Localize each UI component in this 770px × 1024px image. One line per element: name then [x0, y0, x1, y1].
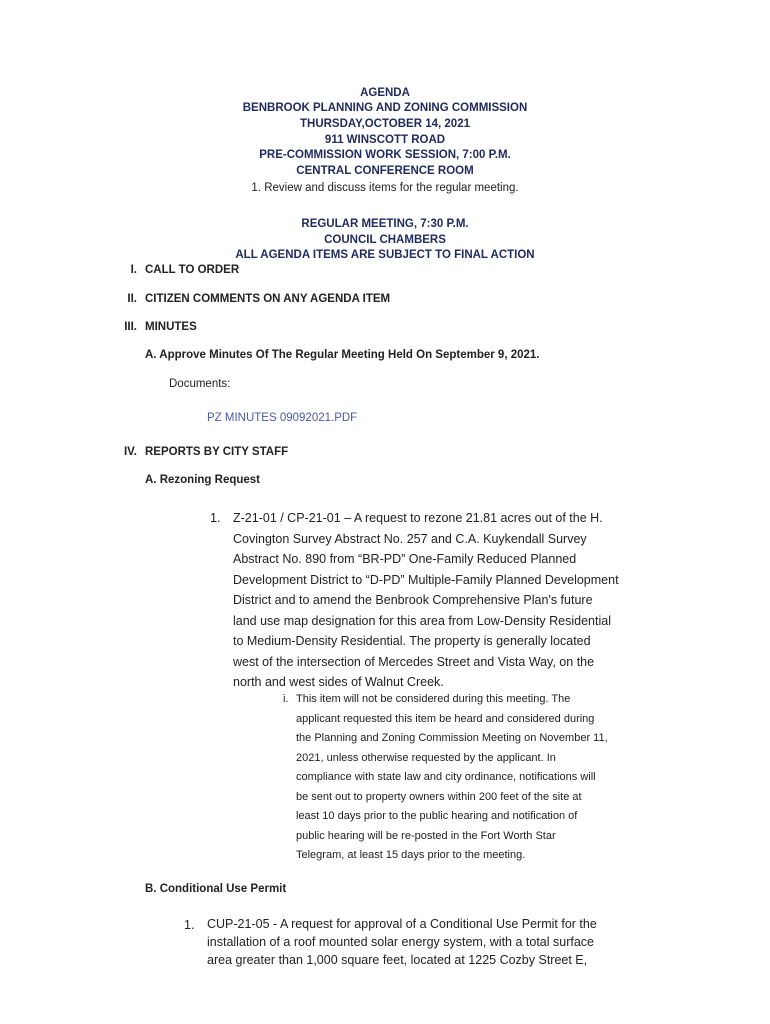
meeting-address: 911 WINSCOTT ROAD	[324, 134, 446, 146]
meeting-date: THURSDAY,OCTOBER 14, 2021	[299, 118, 470, 130]
text-line: land use map designation for this area from Low-Density Residential	[233, 613, 611, 628]
regular-meeting-room: COUNCIL CHAMBERS	[324, 234, 446, 246]
section-title: CALL TO ORDER	[145, 264, 240, 276]
text-line: District and to amend the Benbrook Comprehensive Plan's future	[233, 593, 593, 607]
section-number: IV.	[123, 446, 137, 458]
text-line: applicant requested this item be heard and considered during	[296, 712, 595, 725]
text-line: installation of a roof mounted solar energy system, with a total surface	[207, 935, 594, 949]
section-number: I.	[130, 264, 137, 276]
text-line: 2021, unless otherwise requested by the applicant. In	[296, 751, 556, 764]
section-title: MINUTES	[145, 321, 197, 333]
text-line: west of the intersection of Mercedes Street and Vista Way, on the	[233, 654, 595, 669]
note-number: i.	[283, 693, 289, 705]
regular-meeting-time: REGULAR MEETING, 7:30 P.M.	[301, 218, 469, 230]
final-action-notice: ALL AGENDA ITEMS ARE SUBJECT TO FINAL ACTION	[235, 249, 535, 261]
cup-item-text	[207, 915, 647, 969]
text-line: least 10 days prior to the public hearing and notification of	[296, 810, 578, 822]
section-number: III.	[124, 321, 137, 333]
section-reports	[123, 446, 289, 458]
text-line: Development District to “D-PD” Multiple-Family Planned Development	[233, 572, 619, 587]
text-line: Covington Survey Abstract No. 257 and C.A. Kuykendall Survey	[233, 531, 587, 546]
rezoning-item-text	[233, 508, 653, 693]
agenda-title: AGENDA	[360, 87, 410, 99]
text-line: CUP-21-05 - A request for approval of a Conditional Use Permit for the	[207, 917, 597, 931]
documents-label: Documents:	[169, 378, 231, 390]
work-session-time: PRE-COMMISSION WORK SESSION, 7:00 P.M.	[259, 149, 511, 161]
text-line: to Medium-Density Residential. The property is generally located	[233, 634, 591, 648]
minutes-document-link[interactable]: PZ MINUTES 09092021.PDF	[207, 412, 358, 424]
section-title: REPORTS BY CITY STAFF	[145, 446, 289, 458]
text-line: area greater than 1,000 square feet, located at 1225 Cozby Street E,	[207, 953, 588, 967]
section-minutes	[124, 321, 197, 333]
text-line: Z-21-01 / CP-21-01 – A request to rezone 21.81 acres out of the H.	[233, 511, 603, 525]
rezoning-note-text	[296, 690, 656, 866]
text-line: compliance with state law and city ordinance, notifications will	[296, 771, 596, 783]
section-number: II.	[127, 293, 137, 305]
text-line: north and west sides of Walnut Creek.	[233, 675, 444, 689]
subsection-rezoning-request: A. Rezoning Request	[145, 474, 261, 486]
text-line: Abstract No. 890 from “BR-PD” One-Family Reduced Planned	[233, 552, 577, 566]
commission-name: BENBROOK PLANNING AND ZONING COMMISSION	[242, 102, 528, 114]
work-session-room: CENTRAL CONFERENCE ROOM	[296, 165, 474, 177]
text-line: public hearing will be re-posted in the Fort Worth Star	[296, 829, 556, 842]
section-title: CITIZEN COMMENTS ON ANY AGENDA ITEM	[145, 293, 391, 305]
minutes-item-a: A. Approve Minutes Of The Regular Meeting Held On September 9, 2021.	[145, 349, 540, 361]
text-line: be sent out to property owners within 200 feet of the site at	[296, 790, 582, 803]
text-line: Telegram, at least 15 days prior to the meeting.	[296, 849, 526, 861]
item-number: 1.	[210, 511, 221, 525]
text-line: the Planning and Zoning Commission Meeting on November 11,	[296, 732, 608, 744]
text-line: This item will not be considered during this meeting. The	[296, 693, 571, 705]
section-citizen-comments	[127, 293, 391, 305]
item-number: 1.	[184, 918, 195, 932]
subsection-conditional-use-permit: B. Conditional Use Permit	[145, 883, 287, 895]
work-session-item: 1. Review and discuss items for the regular meeting.	[251, 182, 519, 194]
section-call-to-order	[130, 264, 240, 276]
